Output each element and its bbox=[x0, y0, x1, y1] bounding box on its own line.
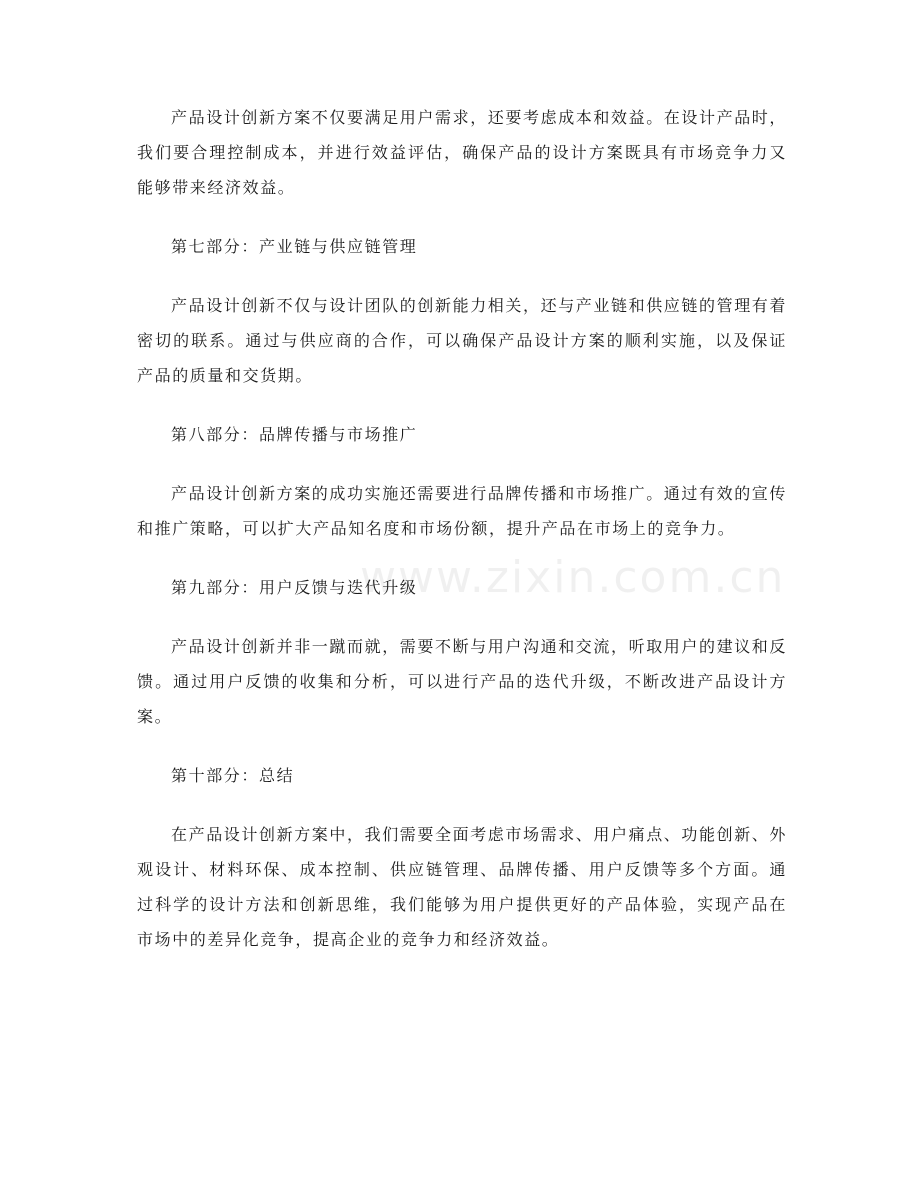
document-body bbox=[137, 100, 787, 981]
paragraph-brand-marketing: 产品设计创新方案的成功实施还需要进行品牌传播和市场推广。通过有效的宣传和推广策略，可以扩大产品知名度和市场份额，提升产品在市场上的竞争力。 bbox=[137, 484, 788, 538]
paragraph-cost-benefit: 产品设计创新方案不仅要满足用户需求，还要考虑成本和效益。在设计产品时，我们要合理控制成本，并进行效益评估，确保产品的设计方案既具有市场竞争力又能够带来经济效益。 bbox=[137, 108, 788, 197]
section-heading-7: 第七部分：产业链与供应链管理 bbox=[171, 237, 418, 256]
watermark-text: www.zixin.com.cn bbox=[360, 552, 786, 603]
paragraph-supply-chain: 产品设计创新不仅与设计团队的创新能力相关，还与产业链和供应链的管理有着密切的联系。通过与供应商的合作，可以确保产品设计方案的顺利实施，以及保证产品的质量和交货期。 bbox=[137, 296, 788, 385]
section-heading-8: 第八部分：品牌传播与市场推广 bbox=[171, 425, 418, 444]
section-heading-9: 第九部分：用户反馈与迭代升级 bbox=[171, 578, 418, 597]
section-heading-10: 第十部分：总结 bbox=[171, 766, 295, 785]
paragraph-summary: 在产品设计创新方案中，我们需要全面考虑市场需求、用户痛点、功能创新、外观设计、材料环保、成本控制、供应链管理、品牌传播、用户反馈等多个方面。通过科学的设计方法和创新思维，我们能够为用户提供更好的产品体验，实现产品在市场中的差异化竞争，提高企业的竞争力和经济效益。 bbox=[137, 825, 788, 949]
paragraph-user-feedback: 产品设计创新并非一蹴而就，需要不断与用户沟通和交流，听取用户的建议和反馈。通过用户反馈的收集和分析，可以进行产品的迭代升级，不断改进产品设计方案。 bbox=[137, 637, 788, 726]
